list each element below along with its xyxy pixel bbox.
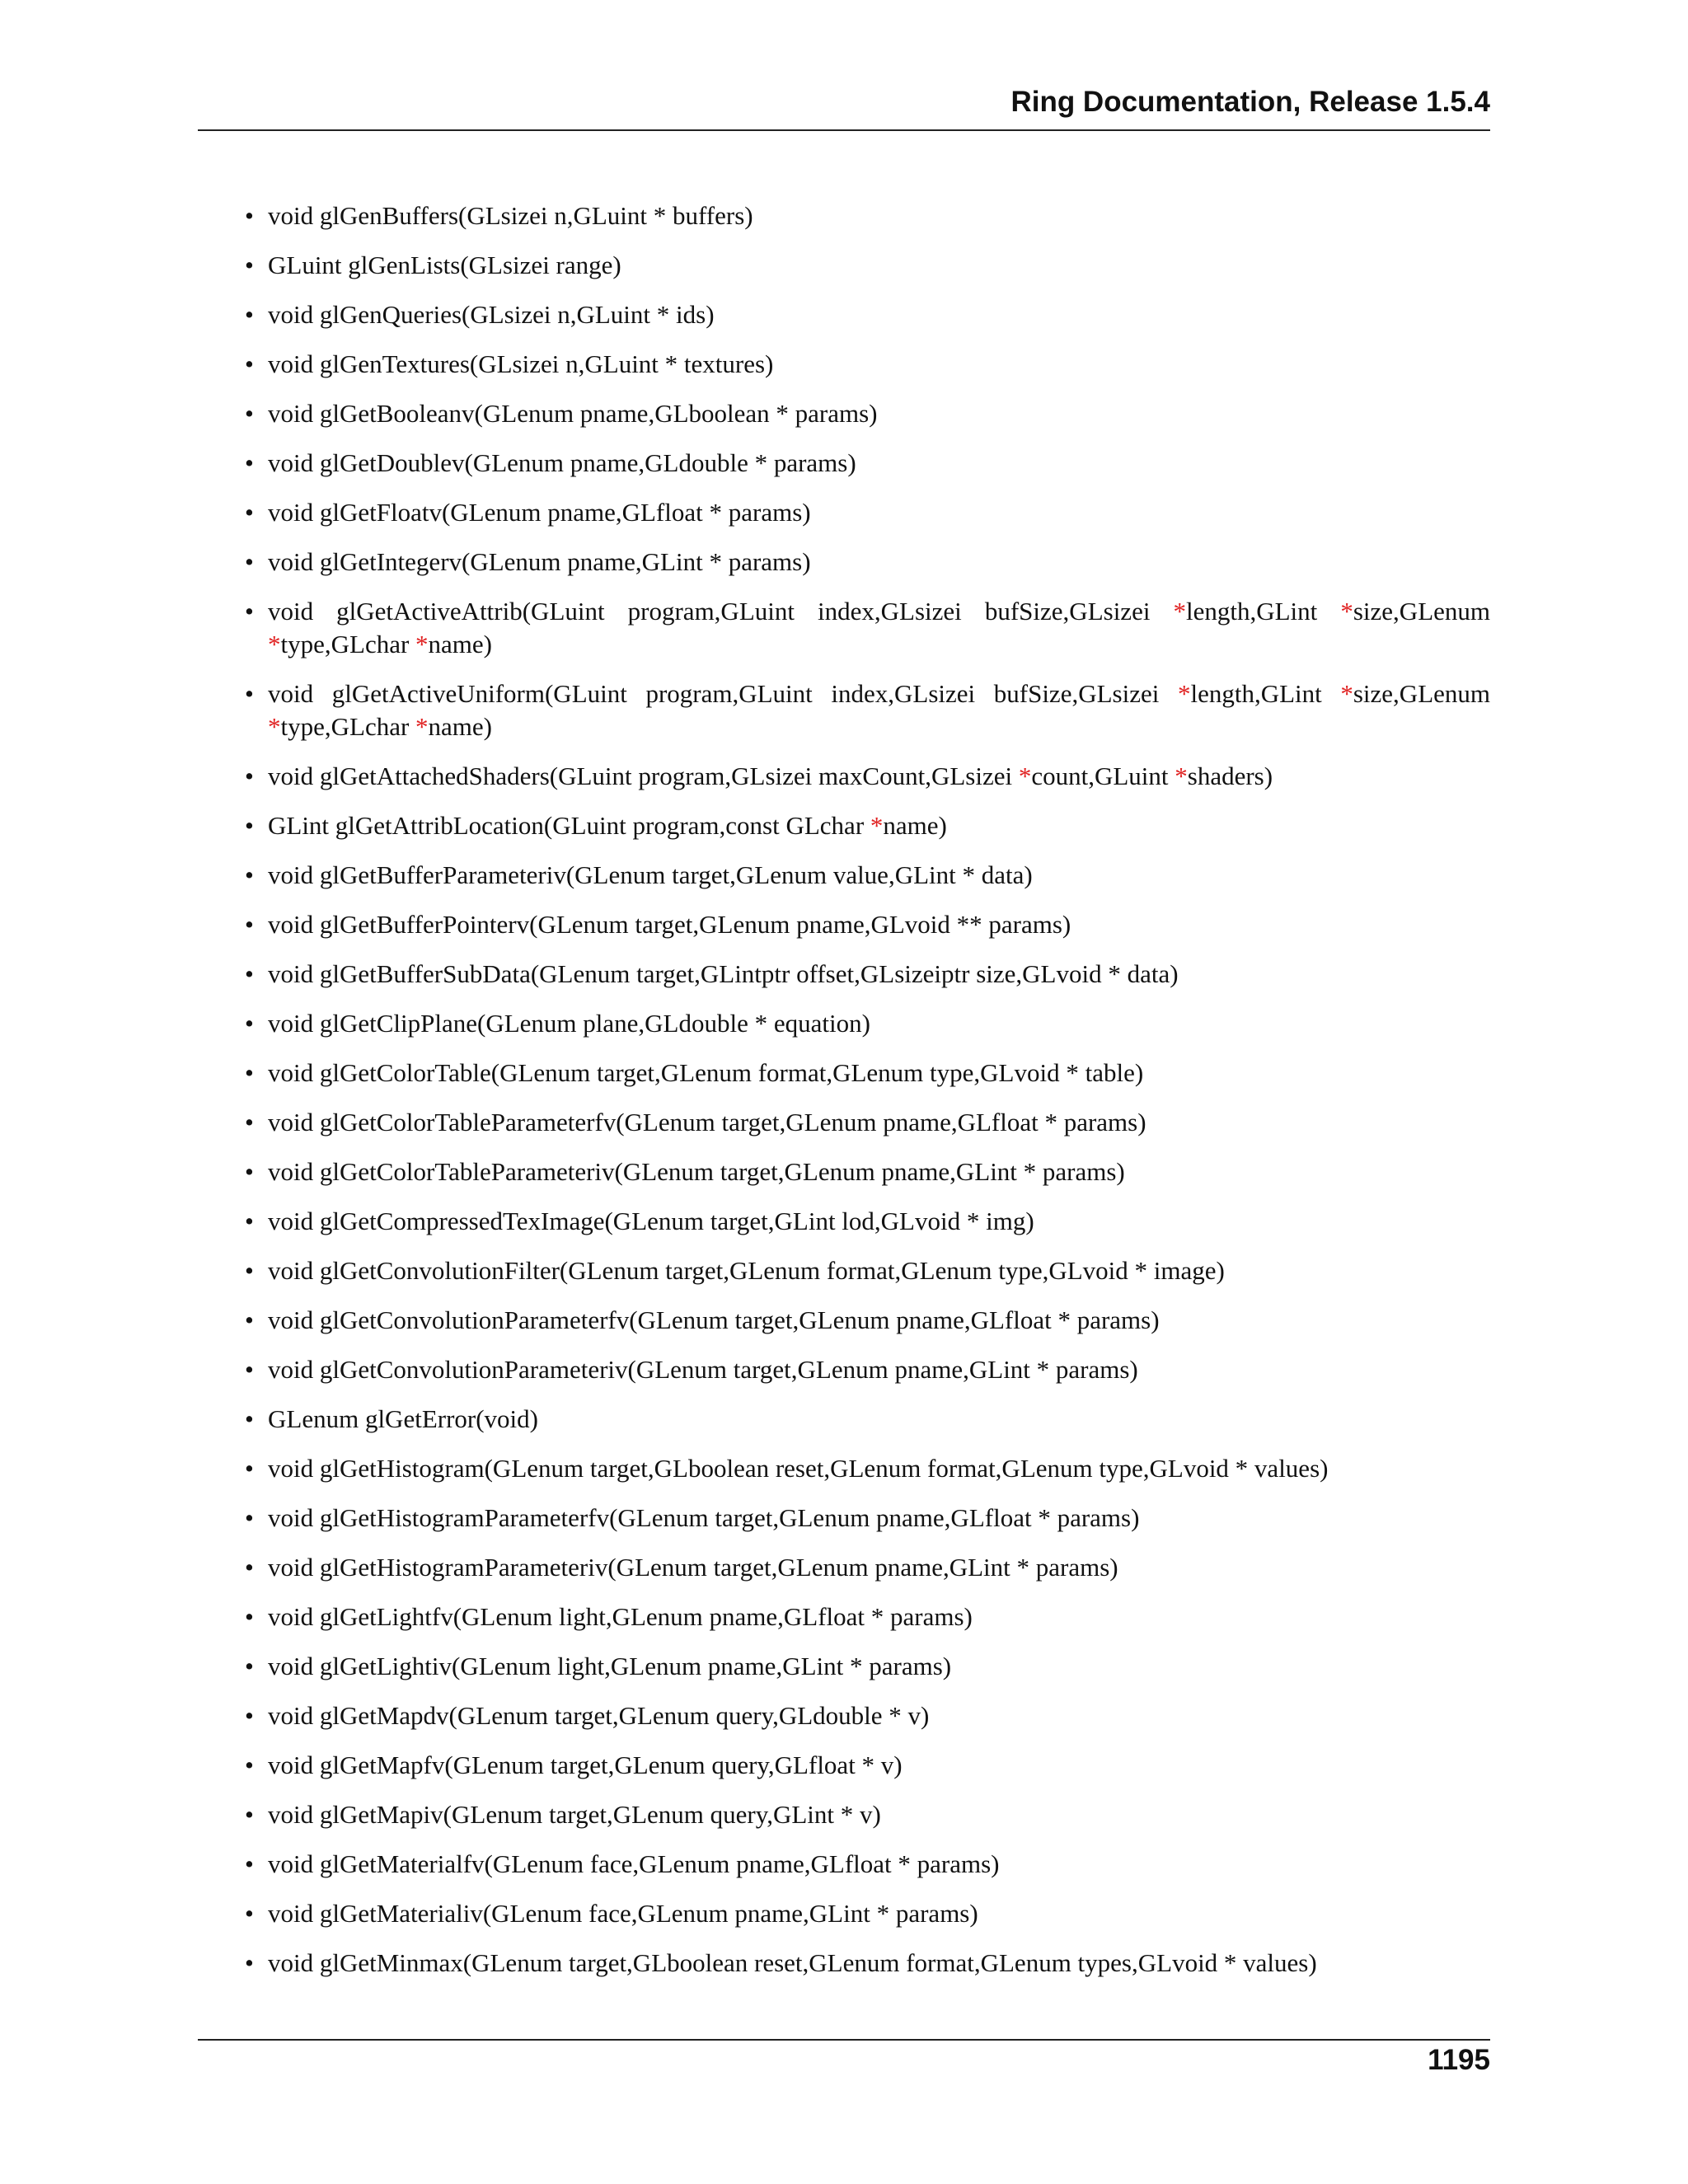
list-item bbox=[245, 546, 1490, 579]
pointer-star: * bbox=[1340, 679, 1353, 708]
bullet-icon: • bbox=[245, 762, 254, 790]
function-signature: void glGetConvolutionParameterfv(GLenum target,GLenum pname,GLfloat * params) bbox=[268, 1305, 1160, 1334]
header-rule bbox=[198, 129, 1490, 131]
pointer-star: * bbox=[1018, 762, 1032, 790]
pointer-star: * bbox=[1175, 762, 1188, 790]
pointer-star: * bbox=[1340, 597, 1353, 626]
list-item bbox=[245, 397, 1490, 430]
function-signature: GLuint glGenLists(GLsizei range) bbox=[268, 251, 621, 279]
function-signature: void glGenQueries(GLsizei n,GLuint * ids) bbox=[268, 300, 715, 329]
function-signature: void glGetColorTable(GLenum target,GLenum format,GLenum type,GLvoid * table) bbox=[268, 1058, 1144, 1087]
bullet-icon: • bbox=[245, 1899, 254, 1928]
list-item bbox=[245, 1749, 1490, 1782]
signature-segment: void glGetAttachedShaders(GLuint program,GLsizei maxCount,GLsizei bbox=[268, 762, 1019, 790]
bullet-icon: • bbox=[245, 1009, 254, 1038]
function-signature: void glGetIntegerv(GLenum pname,GLint * params) bbox=[268, 547, 811, 576]
function-signature: void glGetMapiv(GLenum target,GLenum query,GLint * v) bbox=[268, 1800, 881, 1829]
list-item bbox=[245, 595, 1490, 661]
function-signature bbox=[268, 679, 1490, 741]
pointer-star: * bbox=[1173, 597, 1186, 626]
pointer-star: * bbox=[268, 712, 281, 741]
function-signature: void glGetColorTableParameterfv(GLenum target,GLenum pname,GLfloat * params) bbox=[268, 1108, 1146, 1137]
bullet-icon: • bbox=[245, 201, 254, 230]
signature-segment: type,GLchar bbox=[280, 630, 416, 658]
bullet-icon: • bbox=[245, 959, 254, 988]
function-signature: void glGetHistogramParameteriv(GLenum target,GLenum pname,GLint * params) bbox=[268, 1553, 1118, 1582]
bullet-icon: • bbox=[245, 811, 254, 840]
bullet-icon: • bbox=[245, 251, 254, 279]
list-item bbox=[245, 958, 1490, 991]
bullet-icon: • bbox=[245, 1108, 254, 1137]
function-signature: void glGetMaterialfv(GLenum face,GLenum pname,GLfloat * params) bbox=[268, 1849, 1000, 1878]
function-signature: void glGenTextures(GLsizei n,GLuint * textures) bbox=[268, 349, 774, 378]
function-signature: void glGetMaterialiv(GLenum face,GLenum pname,GLint * params) bbox=[268, 1899, 978, 1928]
list-item bbox=[245, 1106, 1490, 1139]
function-signature: void glGetHistogramParameterfv(GLenum target,GLenum pname,GLfloat * params) bbox=[268, 1503, 1140, 1532]
page-number: 1195 bbox=[1428, 2044, 1490, 2076]
bullet-icon: • bbox=[245, 448, 254, 477]
list-item bbox=[245, 760, 1490, 793]
bullet-icon: • bbox=[245, 399, 254, 428]
bullet-icon: • bbox=[245, 1355, 254, 1384]
list-item bbox=[245, 1551, 1490, 1584]
list-item bbox=[245, 1353, 1490, 1386]
bullet-icon: • bbox=[245, 1256, 254, 1285]
list-item bbox=[245, 1155, 1490, 1188]
bullet-icon: • bbox=[245, 1602, 254, 1631]
signature-segment: name) bbox=[428, 712, 493, 741]
bullet-icon: • bbox=[245, 1058, 254, 1087]
list-item bbox=[245, 249, 1490, 282]
list-item bbox=[245, 1254, 1490, 1287]
list-item bbox=[245, 1601, 1490, 1633]
pointer-star: * bbox=[415, 712, 429, 741]
function-signature: void glGetBufferPointerv(GLenum target,GLenum pname,GLvoid ** params) bbox=[268, 910, 1071, 939]
bullet-icon: • bbox=[245, 1157, 254, 1186]
function-signature: void glGetColorTableParameteriv(GLenum target,GLenum pname,GLint * params) bbox=[268, 1157, 1125, 1186]
function-signature: GLenum glGetError(void) bbox=[268, 1404, 538, 1433]
list-item bbox=[245, 1403, 1490, 1436]
function-signature: void glGetClipPlane(GLenum plane,GLdouble * equation) bbox=[268, 1009, 870, 1038]
function-signature: void glGenBuffers(GLsizei n,GLuint * buffers) bbox=[268, 201, 753, 230]
bullet-icon: • bbox=[245, 1849, 254, 1878]
function-signature: void glGetMapfv(GLenum target,GLenum query,GLfloat * v) bbox=[268, 1750, 903, 1779]
function-signature: void glGetBufferParameteriv(GLenum target,GLenum value,GLint * data) bbox=[268, 860, 1033, 889]
page-header-title: Ring Documentation, Release 1.5.4 bbox=[1010, 86, 1490, 118]
list-item bbox=[245, 1699, 1490, 1732]
bullet-icon: • bbox=[245, 1305, 254, 1334]
list-item bbox=[245, 298, 1490, 331]
list-item bbox=[245, 1798, 1490, 1831]
function-signature: void glGetBooleanv(GLenum pname,GLboolean * params) bbox=[268, 399, 878, 428]
signature-segment: type,GLchar bbox=[280, 712, 416, 741]
bullet-icon: • bbox=[245, 679, 254, 708]
bullet-icon: • bbox=[245, 1701, 254, 1730]
signature-segment: name) bbox=[883, 811, 947, 840]
function-signature: void glGetLightfv(GLenum light,GLenum pname,GLfloat * params) bbox=[268, 1602, 973, 1631]
signature-segment: void glGetActiveUniform(GLuint program,GLuint index,GLsizei bufSize,GLsizei bbox=[268, 679, 1178, 708]
list-item bbox=[245, 496, 1490, 529]
signature-segment: length,GLint bbox=[1190, 679, 1341, 708]
bullet-icon: • bbox=[245, 498, 254, 527]
function-signature: void glGetLightiv(GLenum light,GLenum pname,GLint * params) bbox=[268, 1652, 952, 1680]
list-item bbox=[245, 447, 1490, 480]
pointer-star: * bbox=[1177, 679, 1191, 708]
bullet-icon: • bbox=[245, 1503, 254, 1532]
bullet-icon: • bbox=[245, 1454, 254, 1483]
bullet-icon: • bbox=[245, 1750, 254, 1779]
bullet-icon: • bbox=[245, 547, 254, 576]
signature-segment: length,GLint bbox=[1186, 597, 1341, 626]
list-item bbox=[245, 677, 1490, 743]
bullet-icon: • bbox=[245, 910, 254, 939]
list-item bbox=[245, 908, 1490, 941]
bullet-icon: • bbox=[245, 1404, 254, 1433]
list-item bbox=[245, 1650, 1490, 1683]
signature-segment: size,GLenum bbox=[1353, 597, 1490, 626]
function-signature bbox=[268, 811, 947, 840]
list-item bbox=[245, 1502, 1490, 1535]
function-signature: void glGetDoublev(GLenum pname,GLdouble * params) bbox=[268, 448, 856, 477]
signature-segment: size,GLenum bbox=[1353, 679, 1490, 708]
pointer-star: * bbox=[415, 630, 429, 658]
signature-segment: GLint glGetAttribLocation(GLuint program,const GLchar bbox=[268, 811, 870, 840]
list-item bbox=[245, 1848, 1490, 1881]
list-item bbox=[245, 1007, 1490, 1040]
list-item bbox=[245, 1947, 1490, 1980]
list-item bbox=[245, 809, 1490, 842]
bullet-icon: • bbox=[245, 300, 254, 329]
bullet-icon: • bbox=[245, 597, 254, 626]
function-signature: void glGetConvolutionParameteriv(GLenum target,GLenum pname,GLint * params) bbox=[268, 1355, 1138, 1384]
bullet-icon: • bbox=[245, 1652, 254, 1680]
signature-segment: shaders) bbox=[1187, 762, 1273, 790]
function-list bbox=[245, 199, 1490, 1996]
function-signature: void glGetHistogram(GLenum target,GLboolean reset,GLenum format,GLenum type,GLvoid * values) bbox=[268, 1454, 1329, 1483]
function-signature: void glGetMapdv(GLenum target,GLenum query,GLdouble * v) bbox=[268, 1701, 930, 1730]
list-item bbox=[245, 1205, 1490, 1238]
footer-rule bbox=[198, 2039, 1490, 2041]
signature-segment: name) bbox=[428, 630, 493, 658]
signature-segment: void glGetActiveAttrib(GLuint program,GLuint index,GLsizei bufSize,GLsizei bbox=[268, 597, 1174, 626]
list-item bbox=[245, 1897, 1490, 1930]
pointer-star: * bbox=[268, 630, 281, 658]
bullet-icon: • bbox=[245, 1948, 254, 1977]
function-signature: void glGetFloatv(GLenum pname,GLfloat * params) bbox=[268, 498, 811, 527]
bullet-icon: • bbox=[245, 860, 254, 889]
function-signature: void glGetConvolutionFilter(GLenum target,GLenum format,GLenum type,GLvoid * image) bbox=[268, 1256, 1225, 1285]
bullet-icon: • bbox=[245, 1800, 254, 1829]
list-item bbox=[245, 859, 1490, 892]
bullet-icon: • bbox=[245, 1207, 254, 1235]
function-signature: void glGetMinmax(GLenum target,GLboolean reset,GLenum format,GLenum types,GLvoid * values) bbox=[268, 1948, 1317, 1977]
function-signature bbox=[268, 597, 1490, 658]
list-item bbox=[245, 1304, 1490, 1337]
pointer-star: * bbox=[870, 811, 884, 840]
function-signature bbox=[268, 762, 1273, 790]
function-signature: void glGetCompressedTexImage(GLenum target,GLint lod,GLvoid * img) bbox=[268, 1207, 1034, 1235]
list-item bbox=[245, 1057, 1490, 1090]
list-item bbox=[245, 1452, 1490, 1485]
bullet-icon: • bbox=[245, 1553, 254, 1582]
function-signature: void glGetBufferSubData(GLenum target,GLintptr offset,GLsizeiptr size,GLvoid * data) bbox=[268, 959, 1179, 988]
list-item bbox=[245, 199, 1490, 232]
list-item bbox=[245, 348, 1490, 381]
signature-segment: count,GLuint bbox=[1031, 762, 1175, 790]
bullet-icon: • bbox=[245, 349, 254, 378]
